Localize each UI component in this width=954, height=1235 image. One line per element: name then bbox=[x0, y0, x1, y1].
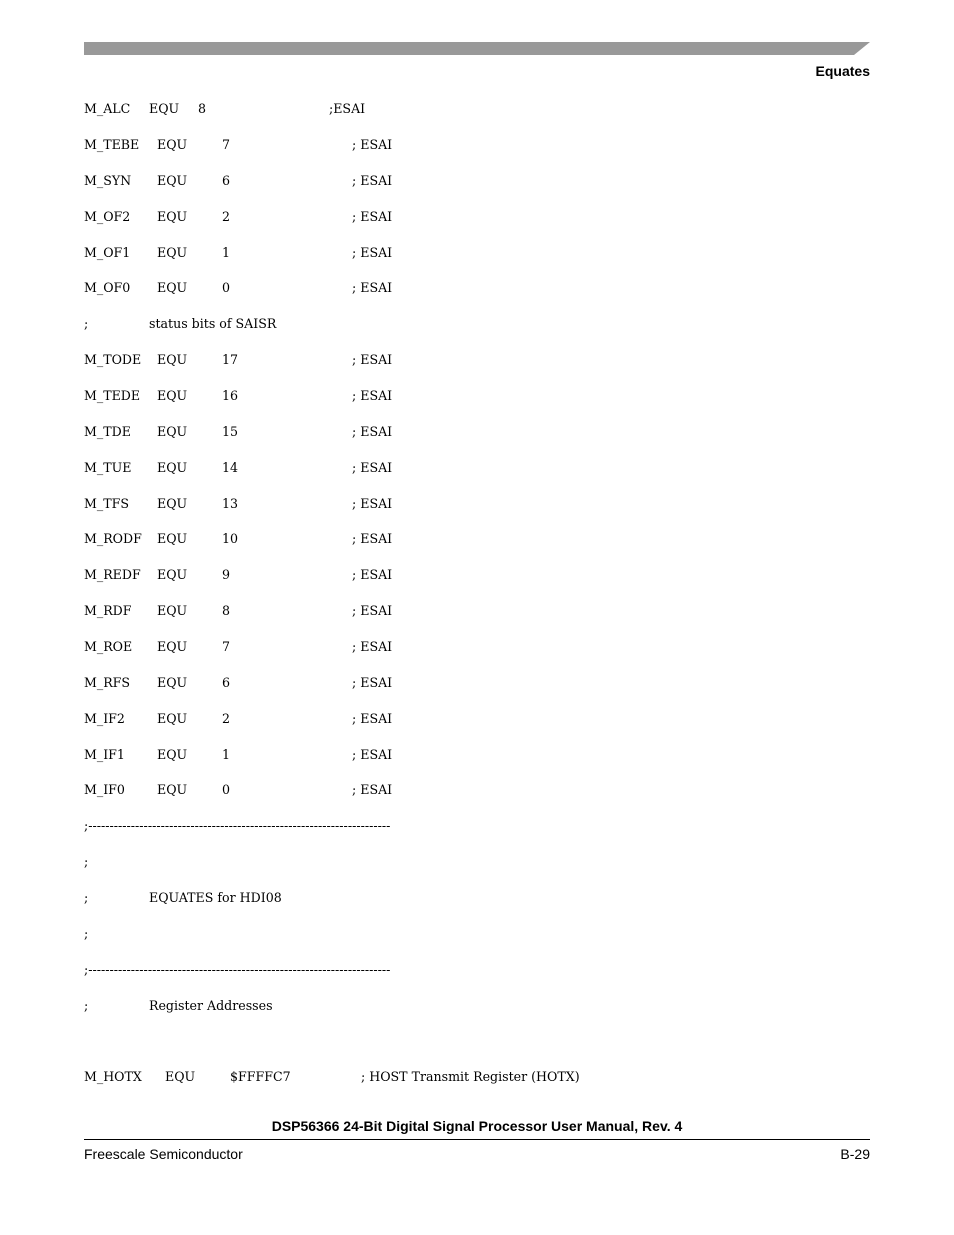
code-value: 16 bbox=[222, 388, 239, 403]
code-value: 6 bbox=[222, 173, 231, 188]
code-comment: ; ESAI bbox=[352, 209, 393, 224]
code-label: M_RFS bbox=[84, 675, 131, 690]
code-op: EQU bbox=[157, 173, 188, 188]
code-label: M_TEDE bbox=[84, 388, 141, 403]
code-comment: ; ESAI bbox=[352, 711, 393, 726]
code-label: ; bbox=[84, 890, 89, 905]
code-value: 0 bbox=[222, 782, 231, 797]
code-op: Register Addresses bbox=[149, 998, 273, 1013]
header-bar bbox=[84, 42, 870, 55]
code-value: 0 bbox=[222, 280, 231, 295]
code-label: M_IF2 bbox=[84, 711, 125, 726]
code-label: M_IF1 bbox=[84, 747, 125, 762]
code-comment: ; ESAI bbox=[352, 137, 393, 152]
publisher-name: Freescale Semiconductor bbox=[84, 1146, 243, 1162]
code-comment: ; ESAI bbox=[352, 747, 393, 762]
code-op: EQU bbox=[157, 531, 188, 546]
code-label: ; bbox=[84, 926, 89, 941]
code-label: ; bbox=[84, 854, 89, 869]
code-value: 14 bbox=[222, 460, 239, 475]
code-label: M_TFS bbox=[84, 496, 129, 511]
code-label: M_HOTX bbox=[84, 1069, 142, 1084]
code-op: EQU bbox=[157, 782, 188, 797]
code-comment: ; ESAI bbox=[352, 567, 393, 582]
code-comment: ; ESAI bbox=[352, 782, 393, 797]
code-value: 8 bbox=[198, 101, 207, 116]
code-label: M_ALC bbox=[84, 101, 131, 116]
code-comment: ; ESAI bbox=[352, 352, 393, 367]
code-value: 13 bbox=[222, 496, 239, 511]
code-label: M_TUE bbox=[84, 460, 132, 475]
code-op: EQU bbox=[157, 496, 188, 511]
code-label: ; bbox=[84, 998, 89, 1013]
code-op: EQU bbox=[157, 137, 188, 152]
code-op: status bits of SAISR bbox=[149, 316, 277, 331]
code-op: EQU bbox=[165, 1069, 196, 1084]
code-label: ;----------------------------------------------------------------------- bbox=[84, 962, 391, 977]
code-comment: ; ESAI bbox=[352, 639, 393, 654]
code-op: EQU bbox=[157, 567, 188, 582]
code-comment: ; ESAI bbox=[352, 424, 393, 439]
code-label: M_SYN bbox=[84, 173, 132, 188]
code-label: M_OF0 bbox=[84, 280, 131, 295]
code-op: EQU bbox=[149, 101, 180, 116]
code-op: EQUATES for HDI08 bbox=[149, 890, 282, 905]
code-value: 15 bbox=[222, 424, 239, 439]
code-comment: ;ESAI bbox=[329, 101, 366, 116]
code-value: 9 bbox=[222, 567, 231, 582]
code-value: $FFFFC7 bbox=[230, 1069, 291, 1084]
code-value: 8 bbox=[222, 603, 231, 618]
code-label: M_RDF bbox=[84, 603, 132, 618]
code-label: ;----------------------------------------------------------------------- bbox=[84, 818, 391, 833]
code-label: M_ROE bbox=[84, 639, 133, 654]
code-label: M_IF0 bbox=[84, 782, 125, 797]
code-op: EQU bbox=[157, 675, 188, 690]
code-op: EQU bbox=[157, 603, 188, 618]
code-label: M_TDE bbox=[84, 424, 131, 439]
code-op: EQU bbox=[157, 388, 188, 403]
code-op: EQU bbox=[157, 245, 188, 260]
code-comment: ; ESAI bbox=[352, 531, 393, 546]
code-comment: ; ESAI bbox=[352, 173, 393, 188]
code-label: ; bbox=[84, 316, 89, 331]
code-label: M_TEBE bbox=[84, 137, 140, 152]
code-comment: ; ESAI bbox=[352, 460, 393, 475]
section-title: Equates bbox=[815, 63, 870, 79]
code-label: M_RODF bbox=[84, 531, 142, 546]
code-op: EQU bbox=[157, 711, 188, 726]
code-op: EQU bbox=[157, 747, 188, 762]
code-comment: ; HOST Transmit Register (HOTX) bbox=[361, 1069, 580, 1084]
code-value: 7 bbox=[222, 639, 231, 654]
code-op: EQU bbox=[157, 460, 188, 475]
code-value: 7 bbox=[222, 137, 231, 152]
code-comment: ; ESAI bbox=[352, 496, 393, 511]
footer-divider bbox=[84, 1139, 870, 1140]
code-op: EQU bbox=[157, 209, 188, 224]
code-comment: ; ESAI bbox=[352, 675, 393, 690]
code-value: 1 bbox=[222, 245, 231, 260]
code-comment: ; ESAI bbox=[352, 245, 393, 260]
code-value: 10 bbox=[222, 531, 239, 546]
code-value: 17 bbox=[222, 352, 239, 367]
code-op: EQU bbox=[157, 352, 188, 367]
code-label: M_TODE bbox=[84, 352, 142, 367]
code-comment: ; ESAI bbox=[352, 603, 393, 618]
code-comment: ; ESAI bbox=[352, 280, 393, 295]
code-label: M_OF2 bbox=[84, 209, 131, 224]
code-op: EQU bbox=[157, 424, 188, 439]
header-bar-graphic bbox=[84, 42, 870, 55]
code-value: 1 bbox=[222, 747, 231, 762]
code-label: M_OF1 bbox=[84, 245, 131, 260]
code-comment: ; ESAI bbox=[352, 388, 393, 403]
page-number: B-29 bbox=[840, 1146, 870, 1162]
code-value: 2 bbox=[222, 711, 231, 726]
manual-title: DSP56366 24-Bit Digital Signal Processor User Manual, Rev. 4 bbox=[271, 1118, 683, 1134]
code-value: 2 bbox=[222, 209, 231, 224]
code-value: 6 bbox=[222, 675, 231, 690]
code-op: EQU bbox=[157, 639, 188, 654]
code-label: M_REDF bbox=[84, 567, 141, 582]
code-op: EQU bbox=[157, 280, 188, 295]
